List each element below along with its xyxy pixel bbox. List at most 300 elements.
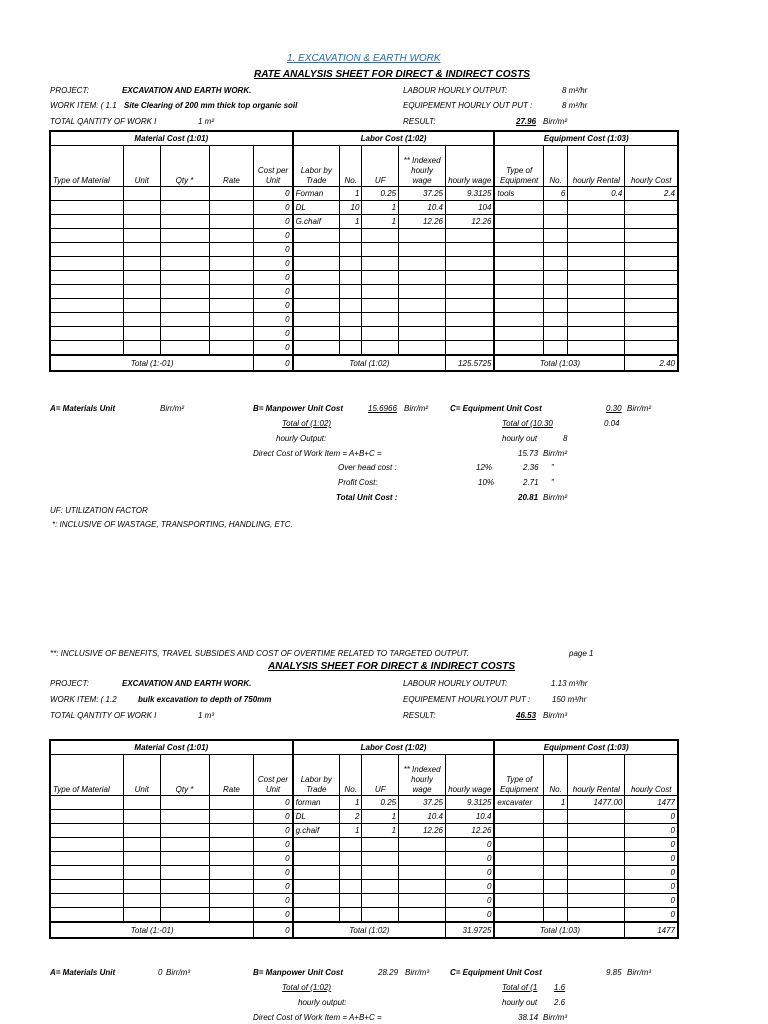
table-row xyxy=(50,201,678,215)
quantity-cell xyxy=(160,299,209,313)
hourly-wage-cell: 12.26 xyxy=(446,824,495,838)
table-row xyxy=(50,824,678,838)
uf-note: UF: UTILIZATION FACTOR xyxy=(50,506,148,515)
utilization-factor-cell xyxy=(362,243,399,257)
labor-trade-cell xyxy=(293,327,340,341)
labor-trade-cell: Forman xyxy=(293,187,340,201)
total-102-label: Total of (1:02) xyxy=(282,419,332,428)
labor-trade-cell: g.chaif xyxy=(293,824,340,838)
cost-per-unit-cell: 0 xyxy=(254,257,293,271)
total-equipment-label-2: Total (1:03) xyxy=(494,922,624,938)
direct-cost-value: 15.73 xyxy=(518,449,539,458)
hourly-cost-cell xyxy=(625,229,678,243)
rate-cell xyxy=(209,852,254,866)
hourly-rental-cell xyxy=(568,257,625,271)
utilization-factor-cell xyxy=(362,852,399,866)
equipment-type-cell xyxy=(494,880,543,894)
rate-cell xyxy=(209,299,254,313)
quantity-cell xyxy=(160,866,209,880)
quantity-cell xyxy=(160,880,209,894)
utilization-factor-cell xyxy=(362,894,399,908)
hourly-rental-cell xyxy=(568,271,625,285)
utilization-factor-cell: 1 xyxy=(362,201,399,215)
indexed-hourly-wage-cell xyxy=(399,271,446,285)
unit-column-header: Unit xyxy=(123,146,160,187)
material-type-cell xyxy=(50,229,123,243)
rate-cell xyxy=(209,187,254,201)
unit-cell xyxy=(123,824,160,838)
quantity-label: TOTAL QANTITY OF WORK I xyxy=(50,117,157,126)
manpower-unit-label: B= Manpower Unit Cost xyxy=(253,404,344,413)
quantity-cell xyxy=(160,243,209,257)
labor-trade-cell xyxy=(293,866,340,880)
equipment-type-cell: tools xyxy=(494,187,543,201)
hourly-rental-cell xyxy=(568,313,625,327)
unit-cell xyxy=(123,908,160,923)
indexed-hourly-wage-cell xyxy=(399,852,446,866)
rate-analysis-table-2 xyxy=(49,739,679,939)
equipment-type-cell xyxy=(494,327,543,341)
hourly-wage-column-header: hourly wage xyxy=(446,755,495,796)
indexed-hourly-wage-column-header: ** Indexed hourly wage xyxy=(399,755,446,796)
total-labor-value-2: 31.9725 xyxy=(446,922,495,938)
equipment-type-column-header: Type of Equipment xyxy=(494,146,543,187)
hourly-wage-cell xyxy=(446,299,495,313)
project-label-2: PROJECT: xyxy=(50,679,89,688)
hourly-out-equip-label-2: hourly out xyxy=(502,998,538,1007)
material-type-cell xyxy=(50,187,123,201)
table-row xyxy=(50,327,678,341)
equipment-unit-unit-2: Birr/m³ xyxy=(627,968,651,977)
labor-count-cell xyxy=(340,243,362,257)
labor-count-cell: 1 xyxy=(340,215,362,229)
quantity-cell xyxy=(160,894,209,908)
equipment-unit-value: 0.30 xyxy=(606,404,622,413)
total-labor-label-2: Total (1:02) xyxy=(293,922,446,938)
cost-per-unit-cell: 0 xyxy=(254,215,293,229)
quantity-cell xyxy=(160,852,209,866)
labor-count-cell: 1 xyxy=(340,824,362,838)
table-row xyxy=(50,866,678,880)
labor-count-cell xyxy=(340,313,362,327)
unit-cell xyxy=(123,201,160,215)
rate-cell xyxy=(209,880,254,894)
sheet-title-2: ANALYSIS SHEET FOR DIRECT & INDIRECT COSTS xyxy=(268,661,516,672)
manpower-unit-unit: Birr/m² xyxy=(404,404,428,413)
hourly-rental-column-header: hourly Rental xyxy=(568,755,625,796)
profit-ditto: " xyxy=(551,478,554,487)
equipment-type-cell xyxy=(494,894,543,908)
labor-count-cell xyxy=(340,852,362,866)
hourly-wage-cell xyxy=(446,243,495,257)
equipment-type-cell xyxy=(494,341,543,356)
labour-output-label-2: LABOUR HOURLY OUTPUT: xyxy=(403,679,508,688)
indexed-hourly-wage-cell xyxy=(399,866,446,880)
total-materials-value: 0 xyxy=(254,355,293,371)
equipment-type-cell xyxy=(494,852,543,866)
equipment-type-cell xyxy=(494,229,543,243)
labor-trade-cell xyxy=(293,271,340,285)
equipment-type-cell: excavater xyxy=(494,796,543,810)
hourly-rental-cell: 0.4 xyxy=(568,187,625,201)
result-value-2: 46.53 xyxy=(516,711,537,720)
labor-trade-cell xyxy=(293,908,340,923)
utilization-factor-cell xyxy=(362,327,399,341)
quantity-cell xyxy=(160,313,209,327)
equipment-unit-label-2: C= Equipment Unit Cost xyxy=(450,968,542,977)
table-row xyxy=(50,880,678,894)
direct-cost-unit: Birr/m² xyxy=(543,449,567,458)
quantity-label-2: TOTAL QANTITY OF WORK I xyxy=(50,711,157,720)
equipment-type-cell xyxy=(494,299,543,313)
rate-cell xyxy=(209,894,254,908)
labor-trade-cell xyxy=(293,285,340,299)
chapter-title: 1. EXCAVATION & EARTH WORK xyxy=(287,53,441,64)
cost-per-unit-cell: 0 xyxy=(254,327,293,341)
labor-trade-cell xyxy=(293,341,340,356)
equipment-count-cell xyxy=(543,852,567,866)
material-type-cell xyxy=(50,796,123,810)
hourly-cost-cell: 1477 xyxy=(625,796,678,810)
hourly-wage-cell: 104 xyxy=(446,201,495,215)
equipment-type-cell xyxy=(494,271,543,285)
cost-per-unit-cell: 0 xyxy=(254,908,293,923)
labor-trade-cell: forman xyxy=(293,796,340,810)
materials-unit-unit: Birr/m² xyxy=(160,404,184,413)
cost-per-unit-cell: 0 xyxy=(254,852,293,866)
rate-cell xyxy=(209,257,254,271)
material-type-cell xyxy=(50,257,123,271)
rate-cell xyxy=(209,796,254,810)
quantity-value: 1 m² xyxy=(198,117,214,126)
labor-count-cell xyxy=(340,838,362,852)
utilization-factor-cell xyxy=(362,838,399,852)
labor-trade-column-header: Labor by Trade xyxy=(293,146,340,187)
quantity-cell xyxy=(160,285,209,299)
indexed-hourly-wage-cell xyxy=(399,257,446,271)
hourly-rental-cell xyxy=(568,810,625,824)
equipment-count-cell xyxy=(543,908,567,923)
overhead-ditto: " xyxy=(551,463,554,472)
equipment-unit-label: C= Equipment Unit Cost xyxy=(450,404,542,413)
material-type-cell xyxy=(50,299,123,313)
materials-unit-unit-2: Birr/m³ xyxy=(166,968,190,977)
table-row xyxy=(50,908,678,923)
hourly-rental-cell xyxy=(568,866,625,880)
rate-cell xyxy=(209,229,254,243)
project-label: PROJECT: xyxy=(50,86,89,95)
unit-cell xyxy=(123,243,160,257)
hourly-cost-cell: 0 xyxy=(625,824,678,838)
indexed-hourly-wage-cell: 10.4 xyxy=(399,810,446,824)
hourly-rental-cell xyxy=(568,341,625,356)
unit-cell xyxy=(123,341,160,356)
quantity-cell xyxy=(160,796,209,810)
cost-per-unit-cell: 0 xyxy=(254,201,293,215)
work-item-value-2: bulk excavation to depth of 750mm xyxy=(138,695,272,704)
equipment-output-label-2: EQUIPEMENT HOURLYOUT PUT : xyxy=(403,695,531,704)
hourly-cost-cell: 0 xyxy=(625,880,678,894)
wastage-note: *: INCLUSIVE OF WASTAGE, TRANSPORTING, HANDLING, ETC. xyxy=(52,520,293,529)
equipment-type-column-header: Type of Equipment xyxy=(494,755,543,796)
material-type-cell xyxy=(50,243,123,257)
utilization-factor-cell xyxy=(362,285,399,299)
indexed-hourly-wage-cell xyxy=(399,299,446,313)
quantity-cell xyxy=(160,257,209,271)
cost-per-unit-cell: 0 xyxy=(254,824,293,838)
utilization-factor-cell xyxy=(362,299,399,313)
hourly-out-equip-value-2: 2.6 xyxy=(554,998,566,1007)
profit-percent: 10% xyxy=(478,478,495,487)
result-label-2: RESULT: xyxy=(403,711,436,720)
material-cost-header: Material Cost (1:01) xyxy=(50,131,293,146)
table-row xyxy=(50,796,678,810)
material-type-cell xyxy=(50,215,123,229)
material-type-cell xyxy=(50,327,123,341)
total-unit-cost-label: Total Unit Cost : xyxy=(336,493,398,502)
hourly-rental-cell xyxy=(568,229,625,243)
labour-output-value-2: 1.13 m³/hr xyxy=(551,679,588,688)
manpower-unit-unit-2: Birr/m³ xyxy=(405,968,429,977)
cost-per-unit-cell: 0 xyxy=(254,810,293,824)
table-row xyxy=(50,341,678,356)
quantity-cell xyxy=(160,271,209,285)
unit-cell xyxy=(123,796,160,810)
material-type-cell xyxy=(50,866,123,880)
total-labor-label: Total (1:02) xyxy=(293,355,446,371)
table-row xyxy=(50,894,678,908)
cost-per-unit-cell: 0 xyxy=(254,894,293,908)
hourly-cost-cell xyxy=(625,341,678,356)
hourly-cost-cell: 0 xyxy=(625,866,678,880)
hourly-wage-cell xyxy=(446,341,495,356)
labor-count-cell: 1 xyxy=(340,187,362,201)
indexed-hourly-wage-cell xyxy=(399,880,446,894)
rate-cell xyxy=(209,201,254,215)
hourly-wage-cell: 0 xyxy=(446,894,495,908)
equipment-output-value: 8 m²/hr xyxy=(562,101,588,110)
indexed-hourly-wage-cell: 12.26 xyxy=(399,215,446,229)
hourly-cost-cell xyxy=(625,313,678,327)
benefits-note: **: INCLUSIVE OF BENEFITS, TRAVEL SUBSIDES AND COST OF OVERTIME RELATED TO TARGETED OUTPUT. xyxy=(50,649,469,658)
utilization-factor-cell: 1 xyxy=(362,810,399,824)
direct-cost-value-2: 38.14 xyxy=(518,1013,539,1022)
hourly-cost-column-header: hourly Cost xyxy=(625,146,678,187)
labor-count-cell xyxy=(340,866,362,880)
hourly-wage-cell: 0 xyxy=(446,908,495,923)
unit-cell xyxy=(123,313,160,327)
labor-count-cell xyxy=(340,271,362,285)
indexed-hourly-wage-cell xyxy=(399,838,446,852)
labor-count-cell xyxy=(340,327,362,341)
hourly-cost-cell xyxy=(625,257,678,271)
unit-cell xyxy=(123,187,160,201)
quantity-cell xyxy=(160,810,209,824)
unit-column-header: Unit xyxy=(123,755,160,796)
hourly-cost-cell xyxy=(625,271,678,285)
equipment-count-cell xyxy=(543,824,567,838)
equipment-type-cell xyxy=(494,824,543,838)
labor-trade-cell xyxy=(293,313,340,327)
rate-cell xyxy=(209,215,254,229)
manpower-unit-label-2: B= Manpower Unit Cost xyxy=(253,968,344,977)
equipment-count-cell xyxy=(543,838,567,852)
labor-count-cell: 2 xyxy=(340,810,362,824)
hourly-cost-cell xyxy=(625,285,678,299)
utilization-factor-cell: 1 xyxy=(362,824,399,838)
hourly-rental-cell xyxy=(568,327,625,341)
table-row xyxy=(50,243,678,257)
equipment-cost-header-2: Equipment Cost (1:03) xyxy=(494,740,678,755)
table-row xyxy=(50,838,678,852)
labor-count-cell xyxy=(340,908,362,923)
material-type-cell xyxy=(50,880,123,894)
hourly-cost-cell xyxy=(625,201,678,215)
labor-trade-cell xyxy=(293,299,340,313)
equipment-type-cell xyxy=(494,201,543,215)
total-unit-cost-value: 20.81 xyxy=(518,493,539,502)
sheet-title: RATE ANALYSIS SHEET FOR DIRECT & INDIRECT COSTS xyxy=(254,69,530,80)
equipment-count-cell xyxy=(543,243,567,257)
table-row xyxy=(50,257,678,271)
hourly-wage-cell: 0 xyxy=(446,852,495,866)
hourly-rental-cell xyxy=(568,201,625,215)
cost-per-unit-column-header: Cost per Unit xyxy=(254,146,293,187)
hourly-cost-cell xyxy=(625,299,678,313)
project-value-2: EXCAVATION AND EARTH WORK. xyxy=(122,679,252,688)
hourly-rental-cell xyxy=(568,243,625,257)
cost-per-unit-cell: 0 xyxy=(254,299,293,313)
hourly-wage-cell: 12.26 xyxy=(446,215,495,229)
quantity-cell xyxy=(160,327,209,341)
indexed-hourly-wage-column-header: ** Indexed hourly wage xyxy=(399,146,446,187)
total-labor-value: 125.5725 xyxy=(446,355,495,371)
equipment-unit-sub: 0.04 xyxy=(604,419,620,428)
result-unit-2: Birr/m³ xyxy=(543,711,567,720)
labour-output-value: 8 m²/hr xyxy=(562,86,588,95)
rate-column-header: Rate xyxy=(209,755,254,796)
table-row xyxy=(50,852,678,866)
equipment-type-cell xyxy=(494,866,543,880)
hourly-output-label-2: hourly output: xyxy=(298,998,347,1007)
equipment-output-value-2: 150 m³/hr xyxy=(552,695,587,704)
hourly-rental-cell xyxy=(568,285,625,299)
table-row xyxy=(50,285,678,299)
table-row xyxy=(50,229,678,243)
project-value: EXCAVATION AND EARTH WORK. xyxy=(122,86,252,95)
total-103-label-2: Total of (1 xyxy=(502,983,538,992)
rate-cell xyxy=(209,271,254,285)
equipment-count-cell xyxy=(543,285,567,299)
hourly-rental-cell xyxy=(568,824,625,838)
material-type-column-header: Type of Material xyxy=(50,755,123,796)
hourly-rental-cell: 1477.00 xyxy=(568,796,625,810)
indexed-hourly-wage-cell xyxy=(399,341,446,356)
total-equipment-label: Total (1:03) xyxy=(494,355,624,371)
cost-per-unit-cell: 0 xyxy=(254,187,293,201)
indexed-hourly-wage-cell xyxy=(399,908,446,923)
materials-unit-label: A= Materials Unit xyxy=(50,404,116,413)
labor-trade-cell xyxy=(293,229,340,243)
hourly-cost-cell: 0 xyxy=(625,810,678,824)
equipment-type-cell xyxy=(494,908,543,923)
cost-per-unit-cell: 0 xyxy=(254,229,293,243)
labor-trade-cell xyxy=(293,838,340,852)
equipment-count-cell xyxy=(543,894,567,908)
rate-cell xyxy=(209,810,254,824)
unit-cell xyxy=(123,838,160,852)
hourly-out-equip-value: 8 xyxy=(563,434,568,443)
total-103-value-2: 1.6 xyxy=(554,983,566,992)
overhead-label: Over head cost : xyxy=(338,463,397,472)
utilization-factor-column-header: UF xyxy=(362,146,399,187)
cost-per-unit-cell: 0 xyxy=(254,341,293,356)
unit-cell xyxy=(123,894,160,908)
equipment-count-cell xyxy=(543,271,567,285)
table-row xyxy=(50,215,678,229)
hourly-output-label: hourly Output: xyxy=(276,434,327,443)
labor-trade-cell: DL xyxy=(293,201,340,215)
hourly-cost-cell: 0 xyxy=(625,908,678,923)
unit-cell xyxy=(123,852,160,866)
labor-count-cell xyxy=(340,257,362,271)
quantity-cell xyxy=(160,908,209,923)
hourly-out-equip-label: hourly out xyxy=(502,434,538,443)
quantity-cell xyxy=(160,824,209,838)
hourly-rental-cell xyxy=(568,299,625,313)
hourly-cost-cell: 0 xyxy=(625,852,678,866)
equipment-count-column-header: No. xyxy=(543,146,567,187)
unit-cell xyxy=(123,285,160,299)
direct-cost-label: Direct Cost of Work Item = A+B+C = xyxy=(253,449,382,458)
hourly-cost-cell: 2.4 xyxy=(625,187,678,201)
total-materials-value-2: 0 xyxy=(254,922,293,938)
cost-per-unit-cell: 0 xyxy=(254,243,293,257)
unit-cell xyxy=(123,299,160,313)
table-row xyxy=(50,187,678,201)
equipment-count-cell: 1 xyxy=(543,796,567,810)
utilization-factor-cell xyxy=(362,271,399,285)
cost-per-unit-cell: 0 xyxy=(254,285,293,299)
cost-per-unit-cell: 0 xyxy=(254,838,293,852)
hourly-rental-cell xyxy=(568,894,625,908)
table-row xyxy=(50,810,678,824)
hourly-rental-cell xyxy=(568,880,625,894)
hourly-wage-cell xyxy=(446,229,495,243)
rate-cell xyxy=(209,285,254,299)
indexed-hourly-wage-cell: 37.25 xyxy=(399,187,446,201)
total-equipment-value-2: 1477 xyxy=(625,922,678,938)
quantity-column-header: Qty * xyxy=(160,755,209,796)
material-type-cell xyxy=(50,271,123,285)
hourly-wage-cell xyxy=(446,271,495,285)
hourly-wage-cell: 10.4 xyxy=(446,810,495,824)
profit-value: 2.71 xyxy=(523,478,539,487)
unit-cell xyxy=(123,271,160,285)
equipment-type-cell xyxy=(494,810,543,824)
material-type-cell xyxy=(50,838,123,852)
utilization-factor-cell: 0.25 xyxy=(362,187,399,201)
hourly-cost-column-header: hourly Cost xyxy=(625,755,678,796)
rate-cell xyxy=(209,866,254,880)
equipment-type-cell xyxy=(494,215,543,229)
labor-trade-cell xyxy=(293,243,340,257)
quantity-cell xyxy=(160,229,209,243)
result-label: RESULT: xyxy=(403,117,436,126)
material-type-cell xyxy=(50,313,123,327)
unit-cell xyxy=(123,880,160,894)
hourly-wage-cell xyxy=(446,327,495,341)
